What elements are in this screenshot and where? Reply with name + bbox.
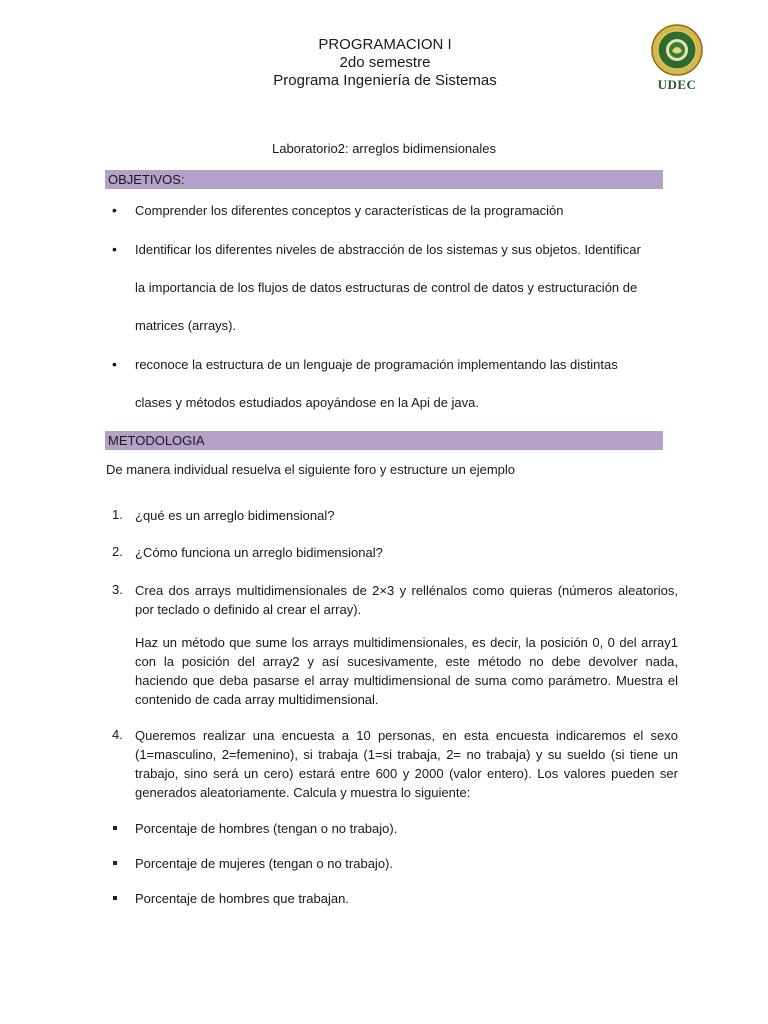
objective-line: matrices (arrays). — [135, 318, 237, 333]
item-number: 3. — [112, 582, 123, 597]
objective-line: la importancia de los flujos de datos estructuras de control de datos y estructuración de — [135, 280, 638, 295]
item-number: 1. — [112, 507, 123, 522]
objective-line: clases y métodos estudiados apoyándose en la Api de java. — [135, 395, 480, 410]
square-bullet-icon — [113, 861, 117, 865]
item-number: 2. — [112, 544, 123, 559]
document-header — [230, 36, 540, 90]
bullet-icon: • — [112, 356, 117, 372]
objective-line: reconoce la estructura de un lenguaje de programación implementando las distintas — [135, 357, 618, 372]
question-item: ¿Cómo funciona un arreglo bidimensional? — [135, 545, 383, 560]
methodology-heading: METODOLOGIA — [105, 431, 663, 450]
bullet-icon: • — [112, 202, 117, 218]
sub-item: Porcentaje de mujeres (tengan o no trabajo). — [135, 856, 393, 871]
semester-label: 2do semestre — [339, 54, 431, 71]
objective-line: Identificar los diferentes niveles de abstracción de los sistemas y sus objetos. Identificar — [135, 242, 641, 257]
question-item: Crea dos arrays multidimensionales de 2×3 y rellénalos como quieras (números aleatorios, por teclado o definido al crear el array). — [135, 583, 678, 617]
program-label: Programa Ingeniería de Sistemas — [273, 72, 497, 89]
lab-title: Laboratorio2: arreglos bidimensionales — [271, 141, 497, 156]
seal-icon — [648, 24, 706, 78]
item-number: 4. — [112, 727, 123, 742]
question-item: Queremos realizar una encuesta a 10 personas, en esta encuesta indicaremos el sexo (1=masculino, 2=femenino), si trabaja (1=si trabaja, 2= no trabaja) y su sueldo (si tiene un trabajo, sino será un cero) estará entre 600 y 2000 (valor entero). Los valores pueden ser generados aleatoriamente. Calcula y muestra lo siguiente: — [135, 728, 678, 800]
university-logo — [648, 24, 706, 94]
question-item-detail: Haz un método que sume los arrays multidimensionales, es decir, la posición 0, 0 del array1 con la posición del array2 y así sucesivamente, este método no debe devolver nada, haciendo que deba pasarse el array multidimensional de suma como parámetro. Muestra el contenido de cada array multidimensional. — [135, 635, 678, 707]
square-bullet-icon — [113, 826, 117, 830]
question-item: ¿qué es un arreglo bidimensional? — [135, 508, 335, 523]
logo-text: UDEC — [657, 77, 697, 92]
methodology-intro: De manera individual resuelva el siguiente foro y estructure un ejemplo — [106, 462, 515, 477]
objectives-heading: OBJETIVOS: — [105, 170, 663, 189]
objective-line: Comprender los diferentes conceptos y características de la programación — [135, 203, 564, 218]
square-bullet-icon — [113, 896, 117, 900]
course-title: PROGRAMACION I — [318, 36, 452, 53]
bullet-icon: • — [112, 241, 117, 257]
sub-item: Porcentaje de hombres (tengan o no trabajo). — [135, 821, 398, 836]
sub-item: Porcentaje de hombres que trabajan. — [135, 891, 349, 906]
